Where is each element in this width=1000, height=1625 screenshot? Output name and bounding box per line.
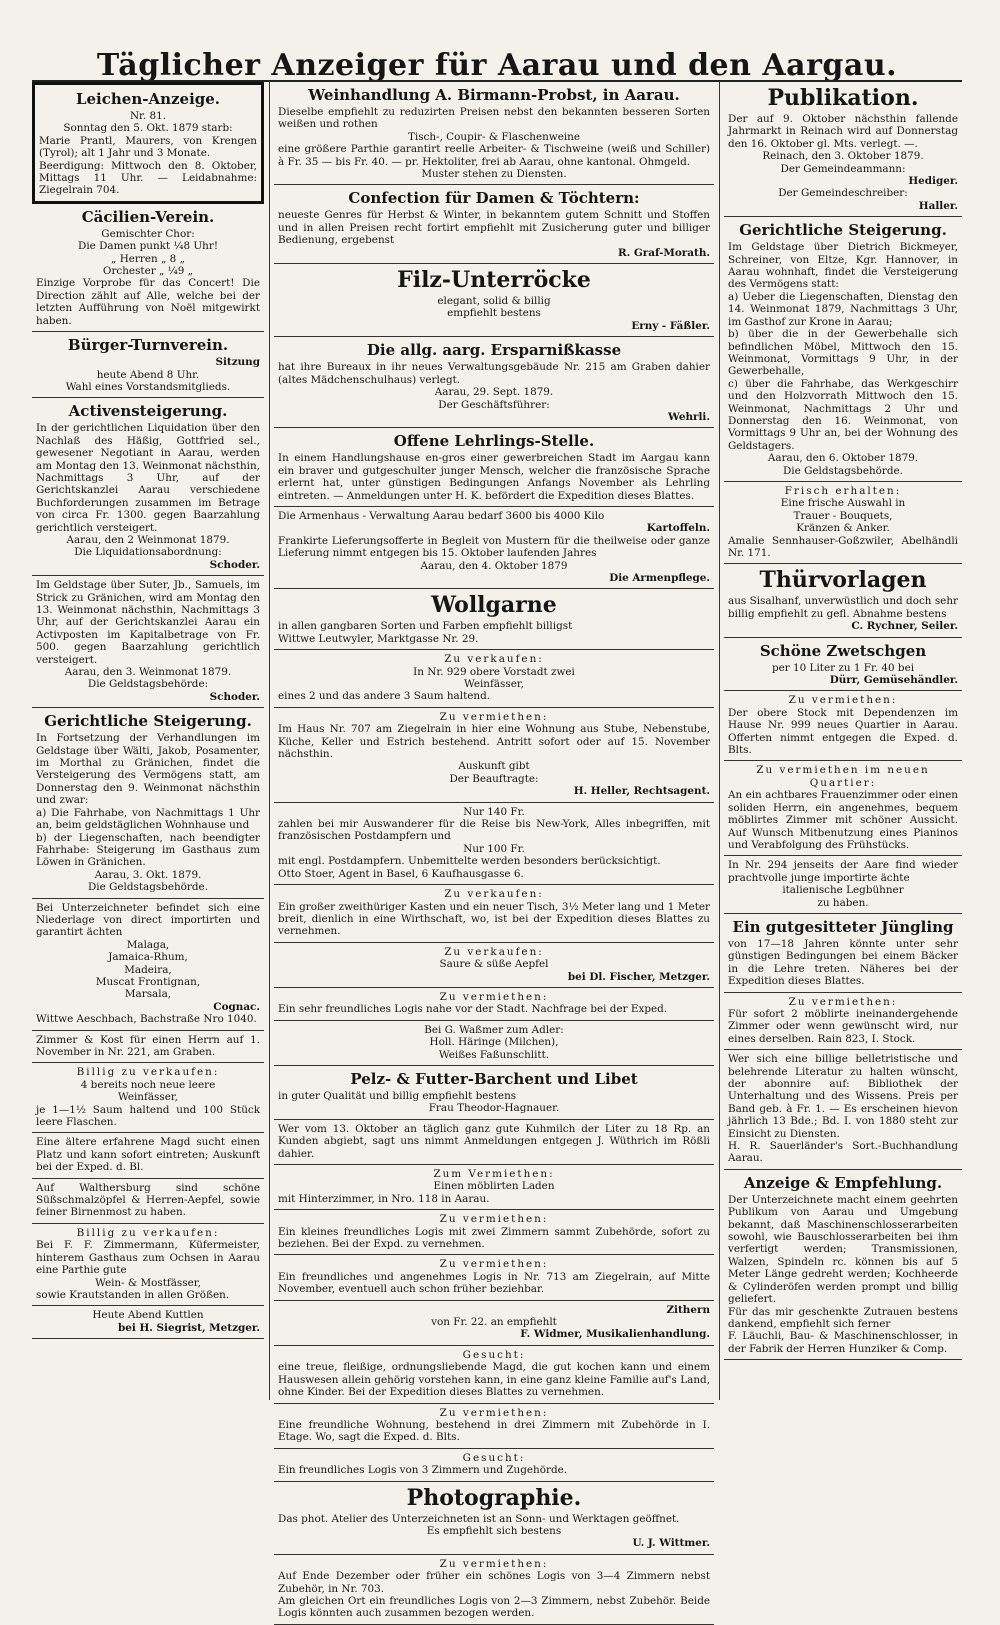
ad-line: Sonntag den 5. Okt. 1879 starb: [63,122,233,135]
ad-line: Cognac. [213,1000,260,1013]
ad-anzeige [724,1170,962,1360]
ad-title: Anzeige & Empfehlung. [743,1173,943,1192]
ad-aepfel [274,943,714,988]
ad-line: Ein freundliches und angenehmes Logis in Nr. 713 am Ziegelrain, auf Mitte November, eventuell auch schon früher beziehbar. [278,1270,710,1296]
ad-line: Holl. Häringe (Milchen), [429,1036,559,1049]
ad-line: Zu vermiethen im neuen Quartier: [756,764,930,789]
ad-title: Photographie. [406,1484,582,1511]
ad-line: Nur 100 Fr. [463,842,525,855]
ad-line: Zu vermiethen: [439,1406,549,1419]
ad-stock [724,691,962,761]
ad-title: Leichen-Anzeige. [75,90,221,108]
ad-line: Marie Prantl, Maurers, von Krengen (Tyrol); alt 1 Jahr und 3 Monate. [39,134,257,160]
ad-line: Aarau, den 6. Oktober 1879. [767,452,919,465]
ad-line: Sitzung [215,356,260,369]
ad-line: Bei G. Waßmer zum Adler: [424,1023,564,1036]
ad-line: Am gleichen Ort ein freundliches Logis von 2—3 Zimmern, nebst Zubehör. Beide Logis könnten auch zusammen bezogen werden. [278,1594,710,1620]
ad-line: Saure & süße Aepfel [439,958,549,971]
ad-line: Weinfässer, [464,678,524,690]
ad-auswanderer [274,803,714,885]
ad-title: Gerichtliche Steigerung. [44,712,252,731]
ad-line: Bei F. F. Zimmermann, Küfermeister, hinterem Gasthaus zum Ochsen in Aarau eine Parthie gute [36,1239,260,1277]
ad-line: F. Widmer, Musikalienhandlung. [520,1328,710,1341]
ad-line: Auf Walthersburg sind schöne Süßschmalzöpfel & Herren-Aepfel, sowie feiner Birnenmost zu haben. [36,1181,260,1219]
ad-weinfaesser1 [32,1063,264,1133]
ad-wohnung707 [274,708,714,803]
ad-line: Einen möblirten Laden [433,1180,555,1193]
ad-line: An ein achtbares Frauenzimmer oder einen soliden Herrn, ein angenehmes, bequem möblirtes Zimmer mit schöner Aussicht. Auf Wunsch Mitbenutzung eines Pianinos und Verabfolgung des Frühstücks. [728,789,958,851]
ad-line: Ein kleines freundliches Logis mit zwei Zimmern sammt Zubehörde, sofort zu beziehen. Bei der Expd. zu vernehmen. [278,1225,710,1251]
ad-title: Bürger-Turnverein. [67,336,229,355]
ad-line: Reinach, den 3. Oktober 1879. [762,150,924,163]
ad-line: Weißes Faßunschlitt. [438,1048,550,1061]
ad-title: Wollgarne [431,592,557,619]
ad-line: Wer vom 13. Oktober an täglich ganz gute Kuhmilch der Liter zu 18 Rp. an Kunden abgiebt, sagt uns nimmt Anmeldungen entgegen J. Wüthrich im Rößli dahier. [278,1122,710,1160]
ad-line: Muster stehen zu Diensten. [421,168,567,181]
ad-line: Für das mir geschenkte Zutrauen bestens dankend, empfiehlt sich ferner [728,1305,958,1330]
ad-line: Gesucht: [462,1348,526,1361]
ad-line: Tisch-, Coupir- & Flaschenweine [407,130,581,143]
ad-weinfaesser2 [274,650,714,708]
ad-line: Wittwe Aeschbach, Bachstraße Nro 1040. [36,1013,257,1026]
ad-logis1 [274,988,714,1021]
ad-line: Auskunft gibt [458,760,530,773]
ad-laden [274,1165,714,1210]
ad-line: Eine freundliche Wohnung, bestehend in drei Zimmern mit Zubehörde in I. Etage. Wo, sagt die Exped. d. Blts. [278,1418,710,1444]
ad-line: Die Armenpflege. [609,571,710,584]
ad-line: Malaga, [126,938,170,951]
ad-line: Auf Ende Dezember oder früher ein schönes Logis von 3—4 Zimmern nebst Zubehör, in Nr. 703. [278,1570,710,1595]
ad-line: Billig zu verkaufen: [76,1226,220,1239]
ad-walthersburg [32,1179,264,1224]
ad-line: U. J. Wittmer. [632,1537,710,1550]
ad-title: Ein gutgesitteter Jüngling [732,917,954,936]
ad-line: Wehrli. [668,410,710,423]
ad-line: In Fortsetzung der Verhandlungen im Geldstage über Wälti, Jakob, Posamenter, im Morthal zu Gränichen, findet die Versteigerung des Vermögens statt, am Donnerstag den 9. Weinmonat nächsthin und zwar: [36,732,260,807]
ad-line: Zu vermiethen: [439,1213,549,1226]
ad-line: Zu vermiethen: [439,1557,549,1570]
ad-line: aus Sisalhanf, unverwüstlich und doch sehr billig empfiehlt zu gefl. Abnahme bestens [728,595,958,620]
ad-line: Zu vermiethen: [439,990,549,1003]
newspaper-page [32,40,962,1620]
ad-ersparnis [274,337,714,428]
ad-line: zu haben. [817,896,869,909]
ad-zithern [274,1301,714,1346]
ad-line: Wer sich eine billige belletristische und belehrende Literatur zu halten wünscht, der abonnire auf: Bibliothek der Unterhaltung und des Wissens. Preis per Band geb. à Fr. 1. — Es erscheinen hievon jährlich 13 Bde.; Bd. I. von 1880 steht zur Einsicht zu Diensten. [728,1053,958,1140]
ad-publikation [724,82,962,217]
ad-zimmer1 [32,1031,264,1064]
ad-line: Zu verkaufen: [444,945,544,958]
ad-line: Im Haus Nr. 707 am Ziegelrain in hier eine Wohnung aus Stube, Nebenstube, Küche, Keller und Estrich bestehend. Antritt sofort oder auf 15. November nächsthin. [278,723,710,761]
ad-title: Filz-Unterröcke [397,267,591,294]
ad-line: Hediger. [908,175,958,188]
ad-lehrling [274,428,714,507]
ad-line: in guter Qualität und billig empfiehlt bestens [278,1089,517,1102]
ad-line: Zu vermiethen: [439,710,549,723]
ad-line: Heute Abend Kuttlen [92,1309,204,1322]
ad-line: italienische Legbühner [782,884,904,897]
ad-wohnung2 [274,1404,714,1449]
ad-line: in allen gangbaren Sorten und Farben empfiehlt billigst [278,620,573,633]
ad-line: eines 2 und das andere 3 Saum haltend. [278,690,491,703]
ad-zimmer2 [724,993,962,1051]
column-left [32,82,264,1410]
ad-line: Die Geldstagsbehörde. [782,464,904,477]
ad-line: Der auf 9. Oktober nächsthin fallende Jahrmarkt in Reinach wird auf Donnerstag den 16. Oktober gl. Mts. verlegt. —. [728,113,958,150]
ad-line: H. Heller, Rechtsagent. [573,785,710,798]
ad-wassmer [274,1021,714,1066]
ad-line: Frankirte Lieferungsofferte in Begleit von Mustern für die theilweise oder ganze Lieferung nimmt entgegen bis 15. Oktober laufenden Jahres [278,534,710,560]
ad-line: „ Herren „ 8 „ [111,252,185,265]
ad-turnverein [32,332,264,398]
ad-line: Die Damen punkt ¼8 Uhr! [77,240,218,253]
ad-line: mit engl. Postdampfern. Unbemittelte werden besonders berücksichtigt. [278,855,661,868]
ad-zwetschgen [724,638,962,692]
ad-line: Madeira, [124,963,172,976]
ad-line: 4 bereits noch neue leere [80,1078,216,1091]
ad-barchent [274,1066,714,1120]
ad-title: Activensteigerung. [68,402,228,421]
ad-line: Der obere Stock mit Dependenzen im Hause Nr. 999 neues Quartier in Aarau. Offerten nimmt entgegen die Exped. d. Blts. [728,706,958,757]
ad-line: elegant, solid & billig [437,295,551,308]
ad-logis4 [274,1555,714,1625]
ad-line: Ein sehr freundliches Logis nahe vor der Stadt. Nachfrage bei der Exped. [278,1003,668,1016]
ad-juengling [724,914,962,993]
ad-line: Frau Theodor-Hagnauer. [428,1102,560,1115]
ad-title: Confection für Damen & Töchtern: [348,189,640,208]
ad-bibliothek [724,1050,962,1170]
ad-birmann [274,82,714,185]
ad-title: Offene Lehrlings-Stelle. [393,432,595,451]
ad-line: Kartoffeln. [646,522,710,535]
ad-line: Die Geldstagsbehörde. [87,881,209,894]
ad-title: Pelz- & Futter-Barchent und Libet [350,1069,638,1088]
ad-zimmermann [32,1224,264,1306]
ad-line: Eine ältere erfahrene Magd sucht einen Platz und kann sofort eintreten; Auskunft bei der Exped. d. Bl. [36,1136,260,1174]
ad-line: Haller. [918,199,958,212]
ad-line: Erny - Fäßler. [631,319,710,332]
ad-gerichtliche1 [32,708,264,898]
ad-line: Der Gemeindeschreiber: [778,187,908,200]
ad-line: In der gerichtlichen Liquidation über den Nachlaß des Häßig, Gottfried sel., gewesener Negotiant in Aarau, werden am Montag den 13. Weinmonat nächsthin, Nachmittags 3 Uhr, auf der Gerichtskanzlei Aarau verschiedene Buchforderungen zusammen im Betrage von circa Fr. 1300. gegen Baarzahlung gerichtlich versteigert. [36,422,260,534]
ad-trauer [724,482,962,564]
ad-line: eine treue, fleißige, ordnungsliebende Magd, die gut kochen kann und einem Hauswesen allein gehörig vorstehen kann, in eine ganz kleine Familie auf's Land, ohne Kinder. Bei der Expedition dieses Blattes zu vernehmen. [278,1361,710,1399]
ad-line: R. Graf-Morath. [618,246,710,259]
ad-line: Der Beauftragte: [449,772,539,785]
ad-line: Weinfässer, [118,1091,178,1104]
ad-line: Zu verkaufen: [444,888,544,901]
ad-line: Gemischter Chor: [101,227,195,240]
ad-title: Weinhandlung A. Birmann-Probst, in Aarau. [308,86,680,104]
ad-line: Zu vermiethen: [788,995,898,1008]
ad-line: Bei Unterzeichneter befindet sich eine Niederlage von direct importirten und garantirt ächten [36,901,260,939]
ad-line: Trauer - Bouquets, [793,509,893,522]
ad-line: Aarau, den 4. Oktober 1879 [420,559,568,572]
ad-line: In Nr. 929 obere Vorstadt zwei [413,665,575,678]
ad-line: Aarau, 3. Okt. 1879. [94,868,202,881]
ad-line: Gesucht: [462,1451,526,1464]
ad-line: Einzige Vorprobe für das Concert! Die Direction zählt auf Alle, welche bei der letzten Aufführung von Noël mitgewirkt haben. [36,277,260,327]
ad-line: Der Gemeindeammann: [780,162,906,175]
ad-gesucht1 [274,1346,714,1404]
ad-line: Zu vermiethen: [788,694,898,707]
ad-gerichtliche2 [724,217,962,482]
ad-line: Zithern [666,1303,710,1316]
ad-title: Schöne Zwetschgen [759,641,927,660]
ad-line: C. Rychner, Seiler. [851,620,958,633]
ad-kasten [274,885,714,943]
ad-line: Wahl eines Vorstandsmitglieds. [65,380,231,393]
ad-filz [274,264,714,337]
ad-line: Frisch erhalten: [784,484,902,497]
ad-weine [32,899,264,1031]
ad-line: Im Geldstage über Dietrich Bickmeyer, Schreiner, von Eltze, Kgr. Hannover, in Aarau wohnhaft, findet die Versteigerung des Vermögens statt: [728,241,958,291]
ad-line: Dieselbe empfiehlt zu reduzirten Preisen nebst den bekannten besseren Sorten weißen und rothen [278,106,710,131]
ad-line: Im Geldstage über Suter, Jb., Samuels, im Strick zu Gränichen, wird am Montag den 13. Weinmonat nächsthin, Nachmittags 3 Uhr, auf der Gerichtskanzlei Aarau ein Activposten im Kapitalbetrage von Fr. 500. gegen Baarzahlung gerichtlich versteigert. [36,579,260,666]
ad-line: H. R. Sauerländer's Sort.-Buchhandlung Aarau. [728,1140,958,1165]
ad-line: c) über die Fahrhabe, das Werkgeschirr und den Holzvorrath Mittwoch den 15. Weinmonat, Nachmittags 2 Uhr und Donnerstag den 16. Weinmonat, von Vormittags 9 Uhr an, bei der Wohnung des Geldstagers. [728,377,958,452]
ad-line: Das phot. Atelier des Unterzeichneten ist an Sonn- und Werktagen geöffnet. [278,1512,680,1525]
ad-line: Für sofort 2 möblirte ineinandergehende Zimmer oder wenn gewünscht wird, nur eines derselben. Rain 823, I. Stock. [728,1007,958,1045]
ad-line: Nr. 81. [129,110,167,122]
ad-line: empfiehlt bestens [447,307,541,320]
ad-title: Gerichtliche Steigerung. [739,221,947,240]
ad-line: Die Liquidationsabordnung: [74,546,222,559]
ad-line: Die Geldstagsbehörde: [87,678,209,691]
ad-line: Aarau, den 3. Weinmonat 1879. [64,666,232,679]
ad-kuhmilch [274,1120,714,1165]
ad-line: Kränzen & Anker. [796,522,890,535]
ad-line: Jamaica-Rhum, [108,951,188,964]
ad-line: Otto Stoer, Agent in Basel, 6 Kaufhausgasse 6. [278,867,524,880]
ad-line: mit Hinterzimmer, in Nro. 118 in Aarau. [278,1192,490,1205]
ad-gesucht2 [274,1449,714,1482]
ad-line: Zu vermiethen: [439,1258,549,1271]
ad-leichen [32,82,264,204]
ad-line: a) Ueber die Liegenschaften, Dienstag den 14. Weinmonat 1879, Nachmittags 3 Uhr, im Gasthof zur Krone in Aarau; [728,290,958,328]
ad-line: In einem Handlungshause en-gros einer gewerbreichen Stadt im Aargau kann ein braver und gutgeschulter junger Mensch, welcher die französische Sprache erlernt hat, unter günstigen Bedingungen Anfangs November als Lehrling eintreten. — Anmeldungen unter H. K. befördert die Expedition dieses Blattes. [278,452,710,502]
column-divider [719,82,720,1400]
ad-line: neueste Genres für Herbst & Winter, in bekanntem gutem Schnitt und Stoffen und in allen Preisen recht fortirt empfiehlt mit Zusicherung guter und billiger Bedienung, ergebenst [278,209,710,247]
ad-line: b) über die in der Gewerbehalle sich befindlichen Möbel, Mittwoch den 15. Weinmonat, Vormittags 9 Uhr, in der Gewerbehalle, [728,328,958,378]
ad-line: Die Armenhaus - Verwaltung Aarau bedarf 3600 bis 4000 Kilo [278,509,605,522]
masthead: Täglicher Anzeiger für Aarau und den Aargau. [96,48,898,83]
ad-line: Der Geschäftsführer: [438,398,550,411]
ad-line: Orchester „ ¼9 „ [102,265,194,278]
ad-line: sowie Krautstanden in allen Größen. [36,1288,230,1301]
ad-line: Nur 140 Fr. [463,805,525,818]
ad-activen [32,398,264,576]
ad-line: b) der Liegenschaften, nach beendigter Fahrhabe: Steigerung im Gasthaus zum Löwen in Gränichen. [36,831,260,869]
ad-quartier [724,761,962,856]
ad-caecilien [32,204,264,332]
ad-line: Ein großer zweithüriger Kasten und ein neuer Tisch, 3½ Meter lang und 1 Meter breit, dienlich in eine Wirthschaft, wo, ist bei der Expedition dieses Blattes zu vernehmen. [278,900,710,938]
column-right [724,82,962,1410]
ad-line: a) Die Fahrhabe, von Nachmittags 1 Uhr an, beim geldstäglichen Wohnhause und [36,806,260,832]
ad-line: hat ihre Bureaux in ihr neues Verwaltungsgebäude Nr. 215 am Graben dahier (altes Mädchenschulhaus) verlegt. [278,361,710,386]
ad-line: Eine frische Auswahl in [780,497,906,510]
ad-line: Billig zu verkaufen: [76,1066,220,1079]
ad-line: Ein freundliches Logis von 3 Zimmern und Zugehörde. [278,1464,568,1477]
ad-line: Es empfiehlt sich bestens [426,1524,562,1537]
ad-line: eine größere Parthie garantirt reelle Arbeiter- & Tischweine (weiß und Schiller) à Fr. 35 — bis Fr. 40. — pr. Hektoliter, frei ab Aarau, ohne kantonal. Ohmgeld. [278,143,710,168]
ad-title: Publikation. [767,85,919,111]
ad-suter [32,576,264,708]
ad-title: Thürvorlagen [759,567,927,594]
ad-line: Amalie Sennhauser-Goßzwiler, Abelhändli Nr. 171. [728,534,958,559]
ad-line: zahlen bei mir Auswanderer für die Reise bis New-York, Alles inbegriffen, mit französischen Postdampfern und [278,818,710,843]
ad-line: Schoder. [209,558,260,571]
ad-kuttlen [32,1306,264,1339]
ad-line: von Fr. 22. an empfiehlt [431,1316,557,1329]
ad-wollgarne [274,589,714,650]
ad-confection [274,185,714,264]
ad-line: Der Unterzeichnete macht einem geehrten Publikum von Aarau und Umgebung bekannt, daß Maschinenschlosserarbeiten sowohl, wie Bauschlosserarbeiten bei ihm verfertigt werden; Transmissionen, Walzen, Spindeln rc. können bis auf 5 Meter Länge gedreht werden; Kochheerde & Cylinderöfen werden prompt und billig geliefert. [728,1193,958,1306]
ad-line: Wittwe Leutwyler, Marktgasse Nr. 29. [278,632,479,645]
ad-line: Schoder. [209,690,260,703]
ad-line: Marsala, [124,988,172,1001]
ad-line: Zum Vermiethen: [433,1168,555,1180]
ad-thuer [724,564,962,637]
ad-line: Zu verkaufen: [444,653,544,666]
ad-line: Dürr, Gemüsehändler. [829,674,958,687]
ad-line: Beerdigung: Mittwoch den 8. Oktober, Mittags 11 Uhr. — Leidabnahme: Ziegelrain 704. [39,159,257,197]
ad-line: Aarau, 29. Sept. 1879. [434,386,554,399]
ad-line: F. Läuchli, Bau- & Maschinenschlosser, in der Fabrik der Herren Hunziker & Comp. [728,1330,958,1355]
ad-kartoffeln [274,507,714,589]
ad-title: Cäcilien-Verein. [81,207,215,226]
ad-line: heute Abend 8 Uhr. [96,368,200,381]
ad-magd [32,1133,264,1178]
column-divider [269,82,270,1400]
ad-line: Zimmer & Kost für einen Herrn auf 1. November in Nr. 221, am Graben. [36,1033,260,1058]
ad-logis3 [274,1255,714,1300]
ad-huehner [724,856,962,914]
column-middle [274,82,714,1620]
ad-line: Muscat Frontignan, [95,975,201,988]
ad-line: per 10 Liter zu 1 Fr. 40 bei [771,661,915,674]
ad-line: Aarau, den 2 Weinmonat 1879. [66,533,230,546]
ad-photographie [274,1482,714,1555]
ad-logis2 [274,1210,714,1255]
ad-line: bei Dl. Fischer, Metzger. [567,970,710,983]
ad-line: je 1—1½ Saum haltend und 100 Stück leere Flaschen. [36,1103,260,1129]
ad-line: In Nr. 294 jenseits der Aare find wieder prachtvolle junge importirte ächte [728,859,958,884]
ad-line: bei H. Siegrist, Metzger. [118,1321,260,1334]
ad-line: von 17—18 Jahren könnte unter sehr günstigen Bedingungen bei einem Bäcker in die Lehre treten. Näheres bei der Expedition dieses Blattes. [728,937,958,988]
ad-line: Wein- & Mostfässer, [95,1276,201,1289]
ad-title: Die allg. aarg. Ersparnißkasse [366,341,622,360]
